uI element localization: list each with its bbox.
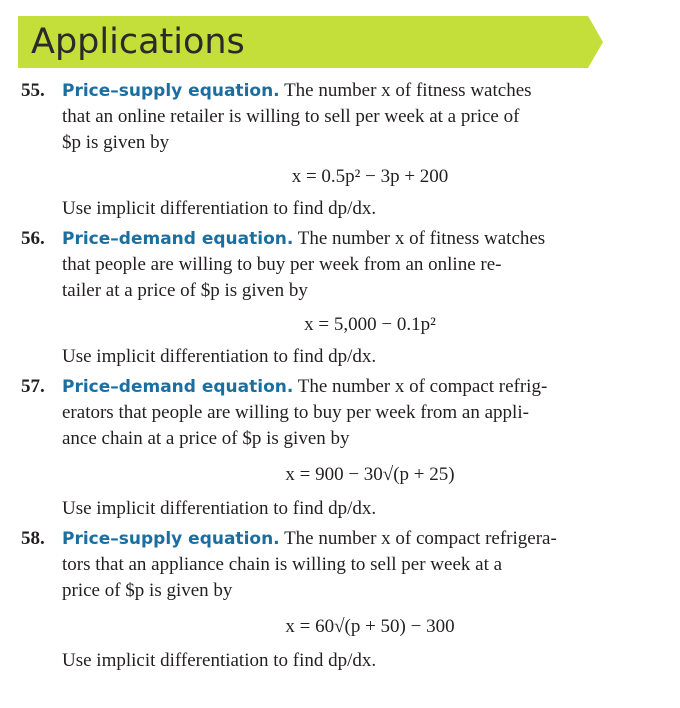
problem-line: ance chain at a price of $p is given by (62, 428, 350, 449)
problem-58 (0, 526, 680, 674)
problem-line: price of $p is given by (62, 580, 233, 601)
problem-title: Price–demand equation. (62, 229, 294, 249)
problem-line: that people are willing to buy per week from an online re- (62, 254, 502, 275)
problem-text (62, 78, 602, 156)
problem-instruction: Use implicit differentiation to find dp/dx. (62, 198, 377, 219)
problem-line: The number x of compact refrigera- (284, 528, 557, 549)
problem-instruction: Use implicit differentiation to find dp/dx. (62, 650, 377, 671)
problem-number: 58. (21, 528, 45, 549)
problem-line: that an online retailer is willing to sell per week at a price of (62, 106, 520, 127)
problem-formula: x = 900 − 30√(p + 25) (285, 464, 455, 485)
problem-line: The number x of compact refrig- (297, 376, 548, 397)
problem-instruction: Use implicit differentiation to find dp/dx. (62, 346, 377, 367)
problem-line: erators that people are willing to buy per week from an appli- (62, 402, 529, 423)
problem-line: tailer at a price of $p is given by (62, 280, 308, 301)
problem-title: Price–supply equation. (62, 81, 280, 101)
problem-number: 56. (21, 228, 45, 249)
problem-title: Price–supply equation. (62, 529, 280, 549)
problem-title: Price–demand equation. (62, 377, 294, 397)
problem-formula: x = 60√(p + 50) − 300 (285, 616, 455, 637)
problem-line: $p is given by (62, 132, 170, 153)
problem-line: tors that an appliance chain is willing to sell per week at a (62, 554, 503, 575)
problem-formula: x = 0.5p² − 3p + 200 (291, 166, 449, 187)
problem-number: 57. (21, 376, 45, 397)
problem-number: 55. (21, 80, 45, 101)
problem-formula: x = 5,000 − 0.1p² (304, 314, 436, 335)
problem-list (0, 78, 680, 678)
problem-text (62, 374, 602, 452)
problem-55 (0, 78, 680, 222)
section-title: Applications (31, 22, 245, 62)
problem-text (62, 226, 602, 304)
problem-instruction: Use implicit differentiation to find dp/dx. (62, 498, 377, 519)
problem-line: The number x of fitness watches (297, 228, 546, 249)
problem-57 (0, 374, 680, 522)
problem-text (62, 526, 602, 604)
problem-56 (0, 226, 680, 370)
problem-line: The number x of fitness watches (284, 80, 532, 101)
